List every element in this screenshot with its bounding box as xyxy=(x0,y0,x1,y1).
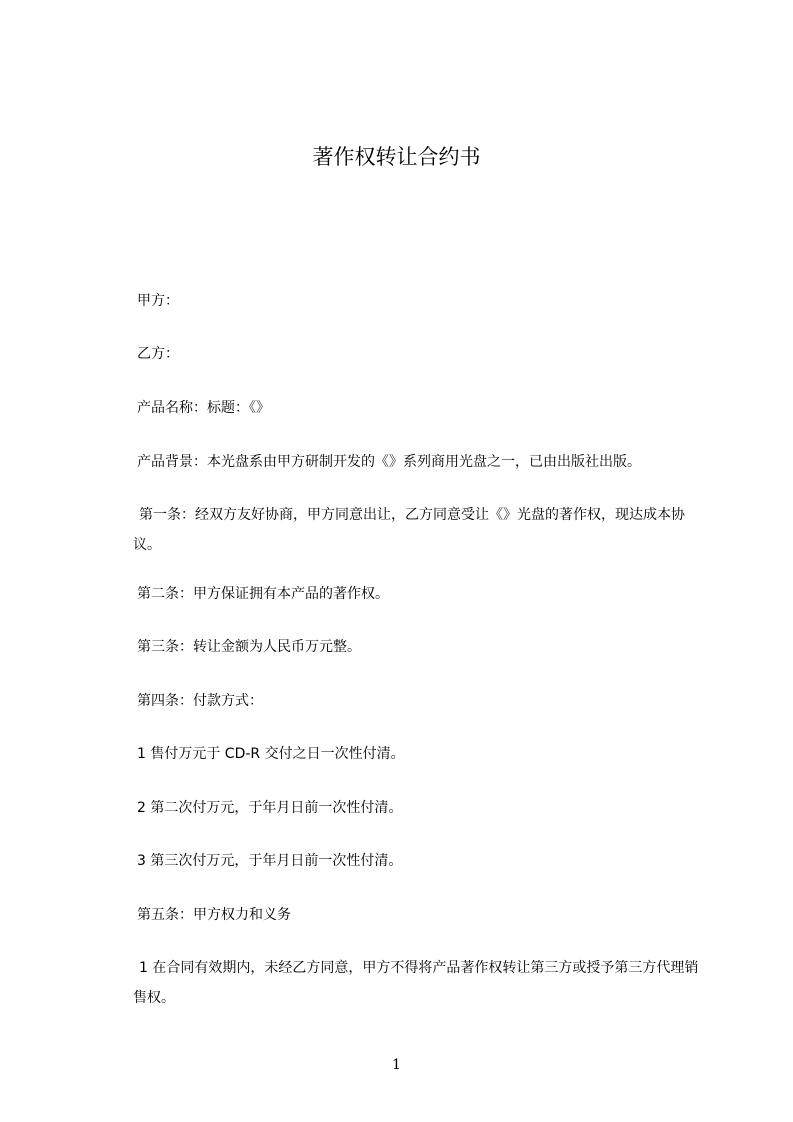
payment-item-3: 3 第三次付万元，于年月日前一次性付清。 xyxy=(137,853,403,869)
article-1-paragraph: 第一条：经双方友好协商，甲方同意出让，乙方同意受让《》光盘的著作权，现达成本协议。 xyxy=(133,507,685,553)
document-title: 著作权转让合约书 xyxy=(312,145,481,169)
party-a-line: 甲方： xyxy=(137,293,179,309)
article-2-line: 第二条：甲方保证拥有本产品的著作权。 xyxy=(137,586,389,602)
article-4-line: 第四条：付款方式： xyxy=(137,693,263,709)
article-5-item-1-paragraph: 1 在合同有效期内，未经乙方同意，甲方不得将产品著作权转让第三方或授予第三方代理销售权。 xyxy=(133,960,699,1006)
payment-item-1: 1 售付万元于 CD-R 交付之日一次性付清。 xyxy=(137,746,405,762)
page-number: 1 xyxy=(392,1057,401,1073)
product-name-line: 产品名称：标题：《》 xyxy=(137,400,270,416)
party-b-line: 乙方： xyxy=(137,346,179,362)
product-background-line: 产品背景：本光盘系由甲方研制开发的《》系列商用光盘之一，已由出版社出版。 xyxy=(137,454,641,470)
payment-item-2: 2 第二次付万元，于年月日前一次性付清。 xyxy=(137,800,403,816)
article-5-line: 第五条：甲方权力和义务 xyxy=(137,907,291,923)
article-3-line: 第三条：转让金额为人民币万元整。 xyxy=(137,639,361,655)
